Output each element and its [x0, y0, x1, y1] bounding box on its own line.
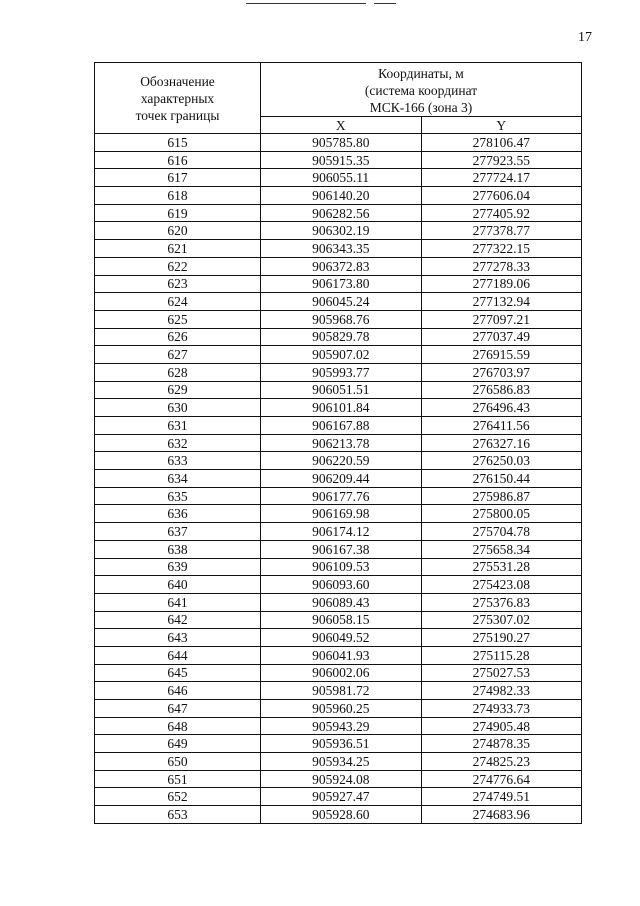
table-row — [95, 257, 582, 275]
header-point-designation — [95, 63, 261, 134]
cell-point: 626 — [95, 328, 261, 346]
header-x: X — [261, 117, 422, 134]
header-coord-line: Координаты, м — [378, 65, 464, 81]
cell-x: 906041.93 — [261, 646, 422, 664]
table-row — [95, 151, 582, 169]
cell-y: 276150.44 — [421, 470, 582, 488]
cell-point: 644 — [95, 646, 261, 664]
table-row — [95, 753, 582, 771]
cell-y: 277037.49 — [421, 328, 582, 346]
cell-x: 906282.56 — [261, 204, 422, 222]
table-row — [95, 788, 582, 806]
cell-x: 906213.78 — [261, 434, 422, 452]
cell-y: 277606.04 — [421, 187, 582, 205]
cell-y: 274905.48 — [421, 717, 582, 735]
table-row — [95, 187, 582, 205]
cell-point: 619 — [95, 204, 261, 222]
cell-y: 277378.77 — [421, 222, 582, 240]
cell-point: 617 — [95, 169, 261, 187]
cell-point: 631 — [95, 417, 261, 435]
cell-point: 625 — [95, 310, 261, 328]
cell-x: 905927.47 — [261, 788, 422, 806]
header-point-line: точек границы — [135, 107, 220, 123]
cell-point: 624 — [95, 293, 261, 311]
cell-x: 905960.25 — [261, 700, 422, 718]
cell-point: 636 — [95, 505, 261, 523]
cell-point: 629 — [95, 381, 261, 399]
table-row — [95, 434, 582, 452]
cell-x: 906051.51 — [261, 381, 422, 399]
cell-y: 275800.05 — [421, 505, 582, 523]
table-header — [95, 63, 582, 134]
table-row — [95, 505, 582, 523]
cell-point: 633 — [95, 452, 261, 470]
cell-y: 274776.64 — [421, 770, 582, 788]
cell-x: 905785.80 — [261, 134, 422, 152]
table-row — [95, 381, 582, 399]
cell-x: 906055.11 — [261, 169, 422, 187]
cell-point: 645 — [95, 664, 261, 682]
cell-y: 277322.15 — [421, 240, 582, 258]
cell-y: 274933.73 — [421, 700, 582, 718]
header-point-line: характерных — [140, 90, 215, 106]
cell-x: 906209.44 — [261, 470, 422, 488]
page-number: 17 — [578, 30, 592, 45]
table-row — [95, 293, 582, 311]
table-row — [95, 593, 582, 611]
cell-x: 906140.20 — [261, 187, 422, 205]
table-row — [95, 682, 582, 700]
cell-point: 616 — [95, 151, 261, 169]
cell-x: 906372.83 — [261, 257, 422, 275]
cell-x: 905936.51 — [261, 735, 422, 753]
table-row — [95, 240, 582, 258]
cell-x: 906173.80 — [261, 275, 422, 293]
cell-y: 275376.83 — [421, 593, 582, 611]
top-rule-line — [246, 3, 366, 4]
table-row — [95, 470, 582, 488]
cell-y: 277278.33 — [421, 257, 582, 275]
cell-point: 639 — [95, 558, 261, 576]
cell-x: 906101.84 — [261, 399, 422, 417]
cell-point: 632 — [95, 434, 261, 452]
header-y: Y — [421, 117, 582, 134]
cell-x: 906093.60 — [261, 576, 422, 594]
cell-y: 274749.51 — [421, 788, 582, 806]
table-row — [95, 363, 582, 381]
table-row — [95, 452, 582, 470]
cell-point: 627 — [95, 346, 261, 364]
cell-x: 906177.76 — [261, 487, 422, 505]
table-row — [95, 806, 582, 824]
table-row — [95, 204, 582, 222]
table-row — [95, 417, 582, 435]
cell-y: 277097.21 — [421, 310, 582, 328]
top-rule-line-short — [374, 3, 396, 4]
cell-x: 906169.98 — [261, 505, 422, 523]
cell-y: 276586.83 — [421, 381, 582, 399]
cell-point: 638 — [95, 540, 261, 558]
cell-y: 277405.92 — [421, 204, 582, 222]
cell-x: 906109.53 — [261, 558, 422, 576]
cell-point: 651 — [95, 770, 261, 788]
table-row — [95, 735, 582, 753]
table-row — [95, 611, 582, 629]
cell-point: 618 — [95, 187, 261, 205]
cell-y: 274683.96 — [421, 806, 582, 824]
table-row — [95, 399, 582, 417]
top-rule — [246, 0, 396, 6]
cell-y: 276327.16 — [421, 434, 582, 452]
table-row — [95, 222, 582, 240]
table-row — [95, 664, 582, 682]
cell-point: 621 — [95, 240, 261, 258]
cell-point: 641 — [95, 593, 261, 611]
cell-x: 906049.52 — [261, 629, 422, 647]
cell-x: 905934.25 — [261, 753, 422, 771]
cell-point: 620 — [95, 222, 261, 240]
cell-y: 274878.35 — [421, 735, 582, 753]
cell-y: 275658.34 — [421, 540, 582, 558]
cell-y: 277724.17 — [421, 169, 582, 187]
cell-x: 906089.43 — [261, 593, 422, 611]
header-coord-line: МСК-166 (зона 3) — [369, 99, 473, 115]
table-body — [95, 134, 582, 824]
header-coord-line: (система координат — [364, 82, 478, 98]
cell-point: 649 — [95, 735, 261, 753]
cell-y: 276915.59 — [421, 346, 582, 364]
cell-point: 634 — [95, 470, 261, 488]
table-row — [95, 134, 582, 152]
cell-point: 628 — [95, 363, 261, 381]
cell-x: 905943.29 — [261, 717, 422, 735]
table-row — [95, 540, 582, 558]
cell-y: 275190.27 — [421, 629, 582, 647]
cell-y: 277132.94 — [421, 293, 582, 311]
cell-x: 905915.35 — [261, 151, 422, 169]
cell-x: 906045.24 — [261, 293, 422, 311]
cell-y: 276250.03 — [421, 452, 582, 470]
cell-y: 275986.87 — [421, 487, 582, 505]
cell-x: 906174.12 — [261, 523, 422, 541]
cell-x: 905907.02 — [261, 346, 422, 364]
cell-x: 905924.08 — [261, 770, 422, 788]
cell-x: 906002.06 — [261, 664, 422, 682]
header-coordinates — [261, 63, 582, 117]
cell-y: 277923.55 — [421, 151, 582, 169]
table-row — [95, 646, 582, 664]
cell-point: 630 — [95, 399, 261, 417]
cell-point: 647 — [95, 700, 261, 718]
cell-point: 635 — [95, 487, 261, 505]
cell-x: 906343.35 — [261, 240, 422, 258]
cell-x: 905928.60 — [261, 806, 422, 824]
table-row — [95, 310, 582, 328]
cell-x: 906167.88 — [261, 417, 422, 435]
cell-y: 275423.08 — [421, 576, 582, 594]
cell-y: 276411.56 — [421, 417, 582, 435]
table-row — [95, 328, 582, 346]
table-row — [95, 717, 582, 735]
cell-y: 275704.78 — [421, 523, 582, 541]
cell-point: 653 — [95, 806, 261, 824]
cell-y: 275115.28 — [421, 646, 582, 664]
table-row — [95, 576, 582, 594]
cell-x: 906058.15 — [261, 611, 422, 629]
cell-point: 643 — [95, 629, 261, 647]
cell-point: 640 — [95, 576, 261, 594]
header-point-line: Обозначение — [140, 73, 215, 89]
cell-point: 623 — [95, 275, 261, 293]
table-row — [95, 523, 582, 541]
table-row — [95, 275, 582, 293]
table-row — [95, 558, 582, 576]
cell-y: 278106.47 — [421, 134, 582, 152]
cell-point: 615 — [95, 134, 261, 152]
cell-y: 275027.53 — [421, 664, 582, 682]
table-row — [95, 700, 582, 718]
cell-x: 905981.72 — [261, 682, 422, 700]
cell-point: 648 — [95, 717, 261, 735]
table-row — [95, 169, 582, 187]
cell-x: 906167.38 — [261, 540, 422, 558]
cell-y: 274982.33 — [421, 682, 582, 700]
cell-y: 274825.23 — [421, 753, 582, 771]
cell-point: 646 — [95, 682, 261, 700]
cell-y: 276496.43 — [421, 399, 582, 417]
table-row — [95, 346, 582, 364]
cell-point: 637 — [95, 523, 261, 541]
cell-x: 906302.19 — [261, 222, 422, 240]
table-row — [95, 770, 582, 788]
cell-x: 905993.77 — [261, 363, 422, 381]
cell-point: 642 — [95, 611, 261, 629]
cell-x: 905829.78 — [261, 328, 422, 346]
cell-point: 650 — [95, 753, 261, 771]
table-row — [95, 487, 582, 505]
cell-y: 275531.28 — [421, 558, 582, 576]
cell-point: 652 — [95, 788, 261, 806]
coordinates-table — [94, 62, 582, 824]
table-row — [95, 629, 582, 647]
cell-x: 906220.59 — [261, 452, 422, 470]
cell-point: 622 — [95, 257, 261, 275]
cell-y: 276703.97 — [421, 363, 582, 381]
cell-y: 275307.02 — [421, 611, 582, 629]
cell-y: 277189.06 — [421, 275, 582, 293]
cell-x: 905968.76 — [261, 310, 422, 328]
